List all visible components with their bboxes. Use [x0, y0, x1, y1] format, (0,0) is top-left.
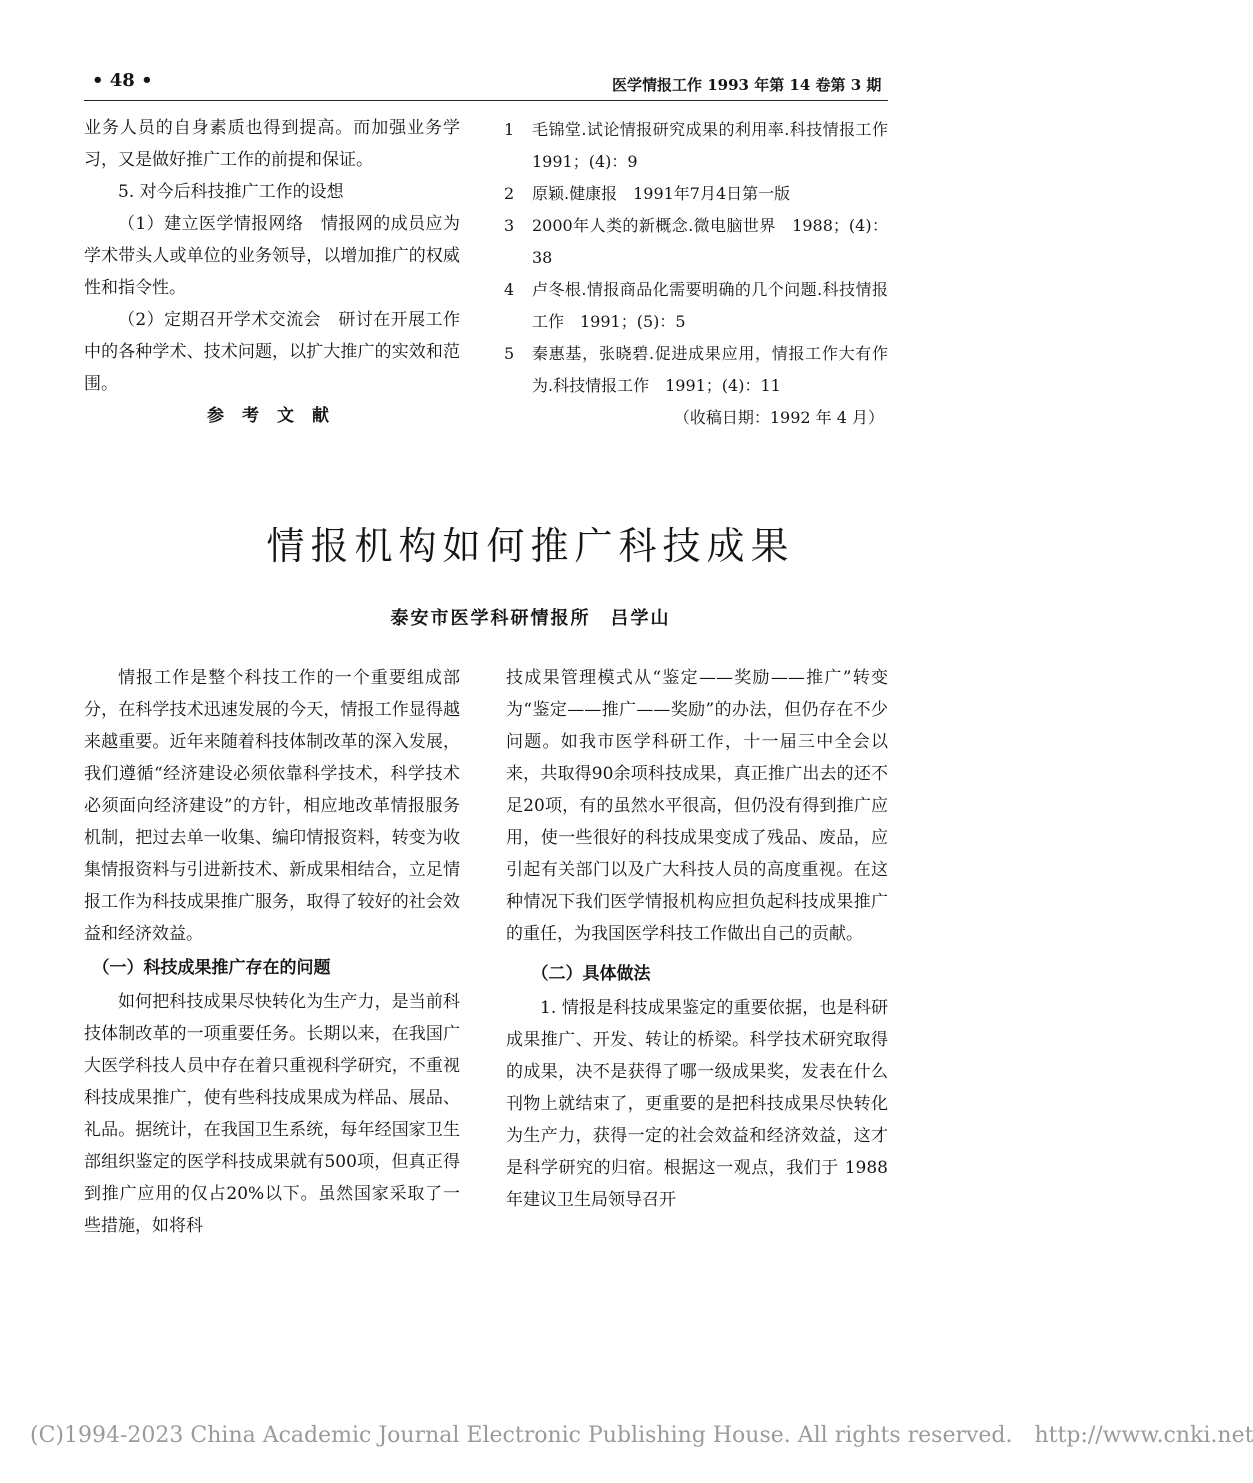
header-rule: [84, 100, 888, 101]
prev-section-heading: 5. 对今后科技推广工作的设想: [118, 182, 344, 202]
reference-item: [504, 210, 888, 274]
reference-text: 毛锦堂.试论情报研究成果的利用率.科技情报工作 1991；(4)：9: [532, 120, 905, 171]
article-paragraph: 技成果管理模式从“鉴定——奖励——推广”转变为“鉴定——推广——奖励”的办法，但仍存在不少问题。如我市医学科研工作，十一届三中全会以来，共取得90余项科技成果，真正推广出去的还不足20项，有的虽然水平很高，但仍没有得到推广应用，使一些很好的科技成果变成了残品、废品，应引起有关部门以及广大科技人员的高度重视。在这种情况下我们医学情报机构应担负起科技成果推广的重任，为我国医学科技工作做出自己的贡献。: [506, 668, 888, 944]
section-heading-2: （二）具体做法: [531, 964, 651, 984]
references-list: [504, 114, 905, 434]
article-right-column: [506, 662, 888, 1216]
reference-number: 1: [504, 120, 515, 139]
article-paragraph: 如何把科技成果尽快转化为生产力，是当前科技体制改革的一项重要任务。长期以来，在我国广大医学科技人员中存在着只重视科学研究，不重视科技成果推广，使有些科技成果成为样品、展品、礼品。据统计，在我国卫生系统，每年经国家卫生部组织鉴定的医学科技成果就有500项，但真正得到推广应用的仅占20%以下。虽然国家采取了一些措施，如将科: [84, 992, 460, 1236]
page-number: • 48 •: [92, 70, 153, 91]
prev-item-2: （2）定期召开学术交流会 研讨在开展工作中的各种学术、技术问题，以扩大推广的实效和范围。: [84, 310, 460, 394]
reference-number: 3: [504, 216, 515, 235]
reference-text: 卢冬根.情报商品化需要明确的几个问题.科技情报工作 1991；(5)：5: [532, 280, 888, 331]
references-heading: 参考文献: [207, 406, 347, 426]
reference-item: [504, 114, 905, 178]
reference-text: 原颖.健康报 1991年7月4日第一版: [532, 184, 791, 203]
reference-number: 2: [504, 184, 515, 203]
reference-item: [504, 274, 888, 338]
article-paragraph: 1. 情报是科技成果鉴定的重要依据，也是科研成果推广、开发、转让的桥梁。科学技术研究取得的成果，决不是获得了哪一级成果奖，发表在什么刊物上就结束了，更重要的是把科技成果尽快转化为生产力，获得一定的社会效益和经济效益，这才是科学研究的归宿。根据这一观点，我们于 1988 年建议卫生局领导召开: [506, 998, 888, 1210]
article-author: 泰安市医学科研情报所 吕学山: [390, 608, 671, 629]
reference-item: [504, 178, 888, 210]
reference-number: 5: [504, 344, 515, 363]
prev-article-left-column: [84, 112, 460, 432]
article-paragraph: 情报工作是整个科技工作的一个重要组成部分，在科学技术迅速发展的今天，情报工作显得越来越重要。近年来随着科技体制改革的深入发展，我们遵循“经济建设必须依靠科学技术，科学技术必须面向经济建设”的方针，相应地改革情报服务机制，把过去单一收集、编印情报资料，转变为收集情报资料与引进新技术、新成果相结合，立足情报工作为科技成果推广服务，取得了较好的社会效益和经济效益。: [84, 668, 460, 944]
reference-text: 2000年人类的新概念.微电脑世界 1988；(4)：38: [532, 216, 888, 267]
reference-text: 秦惠基，张晓碧.促进成果应用，情报工作大有作为.科技情报工作 1991；(4)：11: [532, 344, 888, 395]
prev-item-1: （1）建立医学情报网络 情报网的成员应为学术带头人或单位的业务领导，以增加推广的权威性和指令性。: [84, 214, 460, 298]
article-title: 情报机构如何推广科技成果: [266, 524, 795, 568]
copyright-footer: (C)1994-2023 China Academic Journal Electronic Publishing House. All rights reserved. http://www.cnki.net: [30, 1423, 1253, 1448]
section-heading-1: （一）科技成果推广存在的问题: [92, 958, 331, 978]
prev-paragraph: 业务人员的自身素质也得到提高。而加强业务学习，又是做好推广工作的前提和保证。: [84, 118, 460, 170]
received-date: （收稿日期：1992 年 4 月）: [673, 408, 884, 427]
reference-number: 4: [504, 280, 515, 299]
article-left-column: [84, 662, 460, 1242]
journal-header: 医学情报工作 1993 年第 14 卷第 3 期: [612, 76, 882, 94]
reference-item: [504, 338, 888, 402]
